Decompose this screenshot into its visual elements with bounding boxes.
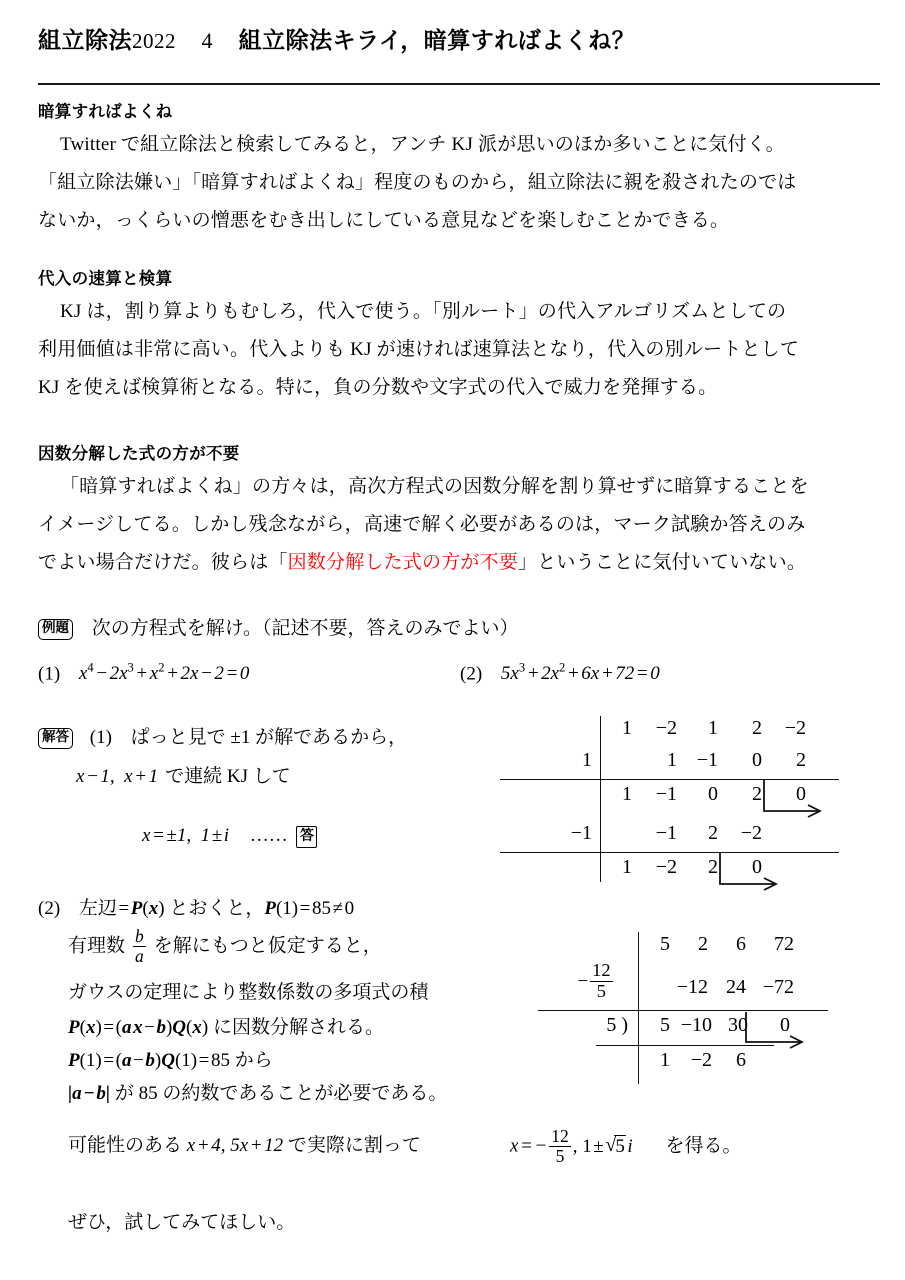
- fraction-sign: −: [577, 970, 589, 992]
- paragraph-line: KJ は，割り算よりもむしろ，代入で使う。「別ルート」の代入アルゴリズムとしての: [60, 301, 787, 322]
- table-cell: 1: [622, 783, 632, 805]
- table-cell: 72: [774, 933, 794, 955]
- solution-part1-label: (1): [89, 727, 112, 748]
- section-body-2: [38, 293, 883, 407]
- title-year: 2022: [132, 29, 176, 53]
- table-divisor: −1: [570, 822, 592, 844]
- page-title: [38, 22, 880, 55]
- example-prompt-row: [38, 613, 519, 640]
- paragraph-line-highlighted: [38, 544, 883, 582]
- example-item-2-label: (2): [460, 663, 483, 685]
- table-cell: −12: [676, 976, 708, 998]
- solution-part2-label: (2): [38, 898, 61, 919]
- table-cell-remainder: 0: [780, 1014, 790, 1036]
- answer-tag: 答: [296, 826, 317, 848]
- paragraph-line: Twitter で組立除法と検索してみると，アンチ KJ 派が思いのほか多いことに気付く。: [60, 134, 785, 155]
- solution-part1-answer-math: x = ±1, 1 ± i: [142, 825, 229, 846]
- table2-vertical-rule: [638, 932, 639, 1084]
- table-cell: 24: [726, 976, 746, 998]
- solution-part1-line1: ぱっと見で ±1 が解であるから，: [130, 727, 408, 748]
- table-cell: 1: [622, 856, 632, 878]
- solution-part2-line5: P(1) = (a − b)Q(1) = 85 から: [68, 1050, 273, 1071]
- table-cell: −2: [655, 856, 677, 878]
- fraction-denominator: 5: [549, 1146, 570, 1166]
- table-cell: 2: [708, 822, 718, 844]
- closing-text-post: を得る。: [665, 1135, 742, 1157]
- example-item-1-equation: $x^4$ − $2x^3$ + $x^2$ + 2x − 2 = 0: [78, 661, 250, 685]
- table-cell: −1: [696, 749, 718, 771]
- table-cell: 6: [736, 933, 746, 955]
- table-cell: 1: [660, 1049, 670, 1071]
- example-prompt-text: 次の方程式を解け。（記述不要，答えのみでよい）: [91, 618, 519, 639]
- closing-result: [510, 1128, 741, 1167]
- synthetic-division-table-1: [556, 716, 896, 886]
- paragraph-line: イメージしてる。しかし残念ながら，高速で解く必要があるのは，マーク試験か答えのみ: [38, 514, 806, 535]
- solution-part2-line4: P(x) = (a x − b)Q(x) に因数分解される。: [68, 1017, 384, 1038]
- result-lead: x = −: [510, 1135, 548, 1157]
- example-item-1: [38, 661, 249, 685]
- paragraph-line: 「組立除法嫌い」「暗算すればよくね」程度のものから，組立除法に親を殺されたのでは: [38, 172, 797, 193]
- answer-dots: ……: [249, 825, 288, 846]
- table-cell: 0: [708, 783, 718, 805]
- title-sub: 組立除法キライ，暗算すればよくね？: [238, 28, 636, 54]
- fraction-denominator: 5: [590, 981, 612, 1002]
- paragraph-line: 「暗算すればよくね」の方々は，高次方程式の因数分解を割り算せずに暗算することを: [60, 476, 809, 497]
- synthetic-division-table-2: [577, 932, 900, 1092]
- table-cell: 6: [736, 1049, 746, 1071]
- table-cell: −2: [690, 1049, 712, 1071]
- solution-part2-line2: [68, 928, 382, 967]
- table-cell-remainder: 0: [796, 783, 806, 805]
- solution-part2-line2-post: を解にもつと仮定すると，: [153, 935, 382, 957]
- table-cell: 0: [752, 749, 762, 771]
- table-cell: −2: [784, 717, 806, 739]
- section-heading-2: 代入の速算と検算: [38, 269, 173, 288]
- table-cell: 2: [698, 933, 708, 955]
- solution-tag: 解答: [38, 728, 73, 750]
- solution-part2-line1-text: 左辺 = P(x) とおくと，P(1) = 85 ≠ 0: [78, 898, 355, 919]
- section-body-3: [38, 468, 883, 582]
- solution-part1-answer: [142, 825, 317, 848]
- solution-part2-line2-pre: 有理数: [68, 935, 126, 957]
- solution-part1-line2-math: x − 1, x + 1: [76, 766, 159, 787]
- table-cell: 2: [796, 749, 806, 771]
- table2-divisor-5: 5 ): [606, 1014, 628, 1036]
- title-number: 4: [201, 28, 214, 53]
- table-cell: −2: [655, 717, 677, 739]
- solution-part2-line6: |a − b| が 85 の約数であることが必要である。: [68, 1083, 448, 1104]
- table-cell: −1: [655, 783, 677, 805]
- table-cell: 2: [752, 717, 762, 739]
- example-item-2-equation: $5x^3$ + $2x^2$ + 6x + 72 = 0: [500, 661, 660, 685]
- example-tag: 例題: [38, 619, 73, 641]
- table-cell: 2: [752, 783, 762, 805]
- table2-divisor-fraction: [558, 962, 634, 1003]
- result-rest: , 1 ± √ 5 i: [572, 1133, 633, 1157]
- document-header: [38, 22, 880, 55]
- table1-vertical-rule: [600, 716, 601, 882]
- fraction-numerator: b: [135, 926, 144, 946]
- table-cell: −2: [740, 822, 762, 844]
- table2-remainder-arrow: [740, 1010, 860, 1050]
- table-cell-remainder: 0: [752, 856, 762, 878]
- table2-rule-2: [596, 1045, 774, 1046]
- fraction-numerator: 12: [551, 1126, 569, 1146]
- paragraph-line: 利用価値は非常に高い。代入よりも KJ が速ければ速算法となり，代入の別ルートとして: [38, 339, 800, 360]
- section-heading-3: 因数分解した式の方が不要: [38, 444, 240, 463]
- paragraph-line: KJ を使えば検算術となる。特に，負の分数や文字式の代入で威力を発揮する。: [38, 377, 718, 398]
- title-main: 組立除法: [38, 28, 132, 54]
- result-fraction: [549, 1127, 570, 1166]
- table-cell: −10: [680, 1014, 712, 1036]
- fraction-b-over-a: [133, 927, 146, 966]
- example-item-2: [460, 661, 660, 685]
- table-cell: 5: [660, 1014, 670, 1036]
- table1-remainder-arrow-2: [714, 851, 834, 891]
- table-cell: 2: [708, 856, 718, 878]
- table1-remainder-arrow-1: [758, 778, 878, 818]
- paragraph-line: ないか，っくらいの憎悪をむき出しにしている意見などを楽しむことかできる。: [38, 210, 730, 231]
- table-cell: 1: [708, 717, 718, 739]
- table-cell: 1: [622, 717, 632, 739]
- table-cell: 1: [667, 749, 677, 771]
- table-cell: 30: [728, 1014, 748, 1036]
- final-note: ぜひ，試してみてほしい。: [68, 1212, 296, 1233]
- solution-part2-line1: [38, 893, 354, 920]
- header-divider: [38, 83, 880, 85]
- fraction-12-over-5: [590, 961, 612, 1002]
- fraction-denominator: a: [135, 945, 144, 966]
- table-cell: −72: [762, 976, 794, 998]
- table-divisor: 1: [582, 749, 592, 771]
- table-cell: −1: [655, 822, 677, 844]
- solution-part2-line3: ガウスの定理により整数係数の多項式の積: [68, 982, 429, 1003]
- line-part-before: でよい場合だけだ。彼らは「: [38, 552, 288, 573]
- line-part-after: 」ということに気付いていない。: [518, 552, 807, 573]
- solution-part1-line2-text: で連続 KJ して: [165, 766, 291, 787]
- example-item-1-label: (1): [38, 663, 61, 685]
- fraction-numerator: 12: [592, 960, 611, 980]
- highlighted-phrase: 因数分解した式の方が不要: [287, 552, 519, 573]
- solution-part1-line2: [76, 761, 291, 788]
- section-body-1: [38, 126, 883, 240]
- closing-line: 可能性のある x + 4, 5x + 12 で実際に割って: [68, 1135, 421, 1156]
- table-cell: 5: [660, 933, 670, 955]
- section-heading-1: 暗算すればよくね: [38, 102, 173, 121]
- solution-row-1: [38, 722, 407, 749]
